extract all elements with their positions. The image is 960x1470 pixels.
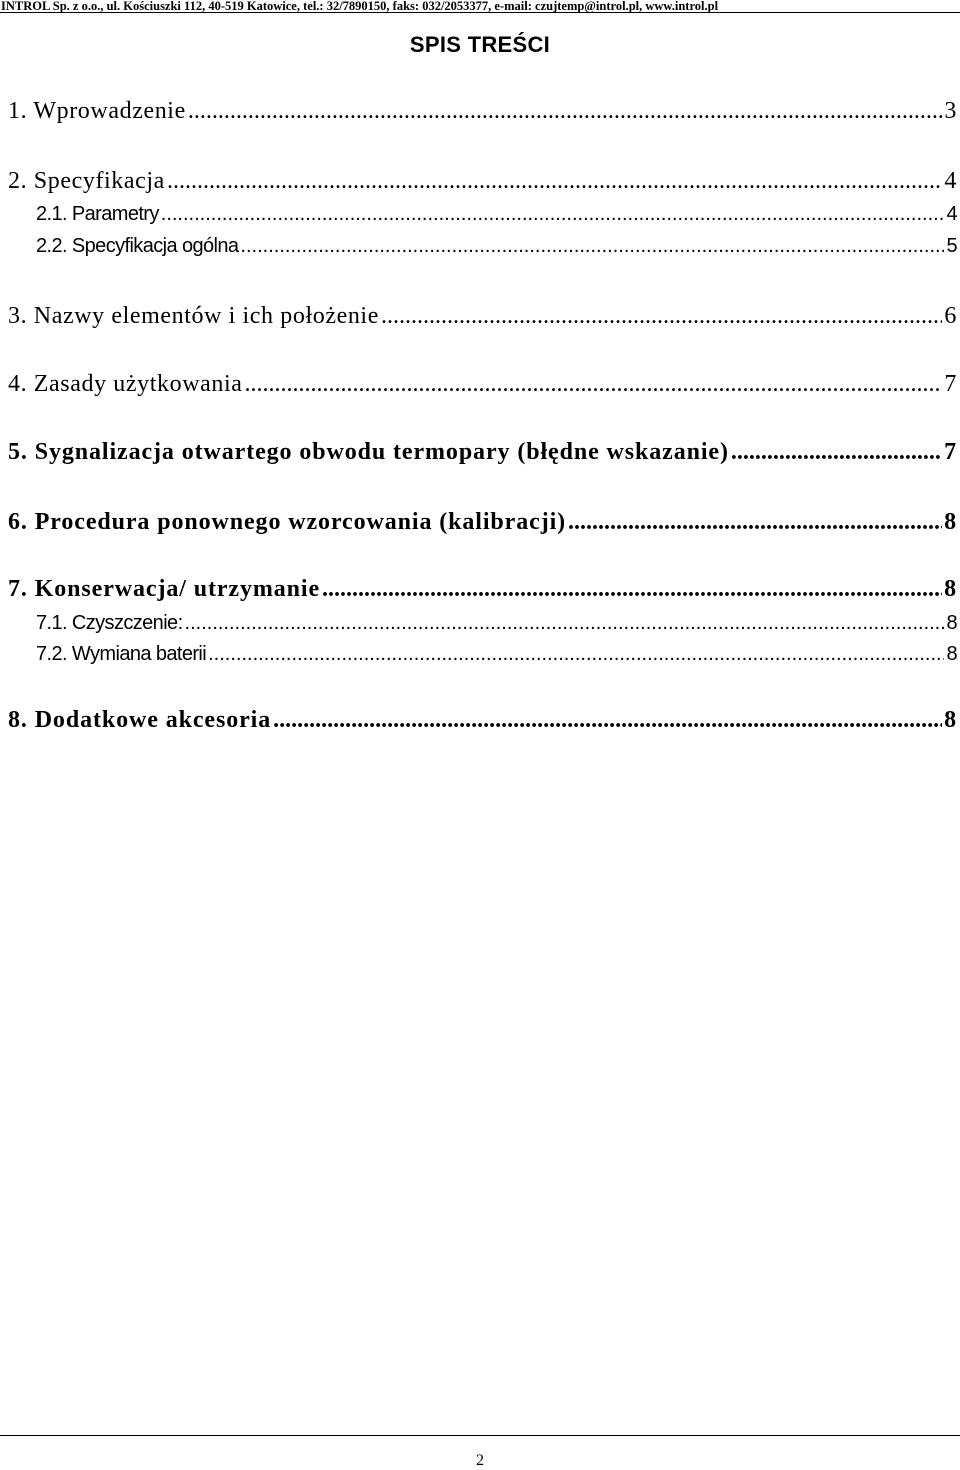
toc-entry-text: 2.2. Specyfikacja ogólna: [36, 235, 239, 257]
toc-leader-dots: [185, 612, 945, 635]
toc-entry-text: 1. Wprowadzenie: [8, 98, 186, 124]
toc-entry-page: 7: [944, 371, 957, 397]
toc-leader-dots: [245, 371, 943, 398]
toc-entry-page: 8: [944, 576, 957, 602]
toc-title: SPIS TREŚCI: [409, 32, 551, 57]
toc-entry-page: 7: [944, 439, 957, 465]
toc-entry-text: 3. Nazwy elementów i ich położenie: [8, 303, 379, 329]
toc-entry-page: 8: [946, 612, 957, 634]
toc-entry-page: 5: [946, 235, 957, 257]
toc-leader-dots: [322, 576, 942, 603]
toc-entry-page: 4: [946, 203, 957, 225]
page-number: 2: [476, 1452, 484, 1469]
toc-leader-dots: [240, 235, 944, 258]
toc-entry-page: 4: [944, 168, 957, 194]
toc-entry-text: 7.1. Czyszczenie:: [36, 612, 183, 634]
toc-leader-dots: [381, 303, 942, 330]
toc-entry-text: 5. Sygnalizacja otwartego obwodu termopary (błędne wskazanie): [8, 439, 729, 465]
toc-leader-dots: [208, 643, 944, 666]
toc-entry-4[interactable]: [8, 371, 957, 398]
toc-entry-2-1[interactable]: [36, 203, 957, 226]
footer-divider: [0, 1435, 960, 1436]
toc-entry-2[interactable]: [8, 168, 957, 195]
toc-entry-2-2[interactable]: [36, 235, 957, 258]
toc-entry-page: 8: [946, 643, 957, 665]
toc-entry-5[interactable]: [8, 439, 957, 466]
toc-entry-1[interactable]: [8, 98, 957, 125]
toc-entry-page: 3: [944, 98, 957, 124]
toc-entry-text: 7.2. Wymiana baterii: [36, 643, 207, 665]
toc-leader-dots: [568, 509, 942, 536]
toc-leader-dots: [167, 168, 942, 195]
toc-leader-dots: [731, 439, 942, 466]
toc-entry-page: 8: [944, 509, 957, 535]
toc-entry-7[interactable]: [8, 576, 957, 603]
page-header: INTROL Sp. z o.o., ul. Kościuszki 112, 40-519 Katowice, tel.: 32/7890150, faks: 032/2053377, e-mail: czujtemp@introl.pl, www.introl.pl: [0, 0, 960, 13]
toc-entry-text: 2. Specyfikacja: [8, 168, 165, 194]
toc-entry-6[interactable]: [8, 509, 957, 536]
toc-entry-page: 6: [944, 303, 957, 329]
toc-entry-7-1[interactable]: [36, 612, 957, 635]
toc-leader-dots: [188, 98, 943, 125]
toc-leader-dots: [273, 707, 942, 734]
toc-entry-text: 4. Zasady użytkowania: [8, 371, 243, 397]
toc-entry-text: 8. Dodatkowe akcesoria: [8, 707, 272, 733]
toc-entry-text: 7. Konserwacja/ utrzymanie: [8, 576, 321, 602]
toc-entry-8[interactable]: [8, 707, 957, 734]
toc-leader-dots: [161, 203, 945, 226]
toc-entry-7-2[interactable]: [36, 643, 957, 666]
toc-entry-text: 2.1. Parametry: [36, 203, 159, 225]
toc-entry-3[interactable]: [8, 303, 957, 330]
toc-entry-text: 6. Procedura ponownego wzorcowania (kalibracji): [8, 509, 567, 535]
toc-entry-page: 8: [944, 707, 957, 733]
